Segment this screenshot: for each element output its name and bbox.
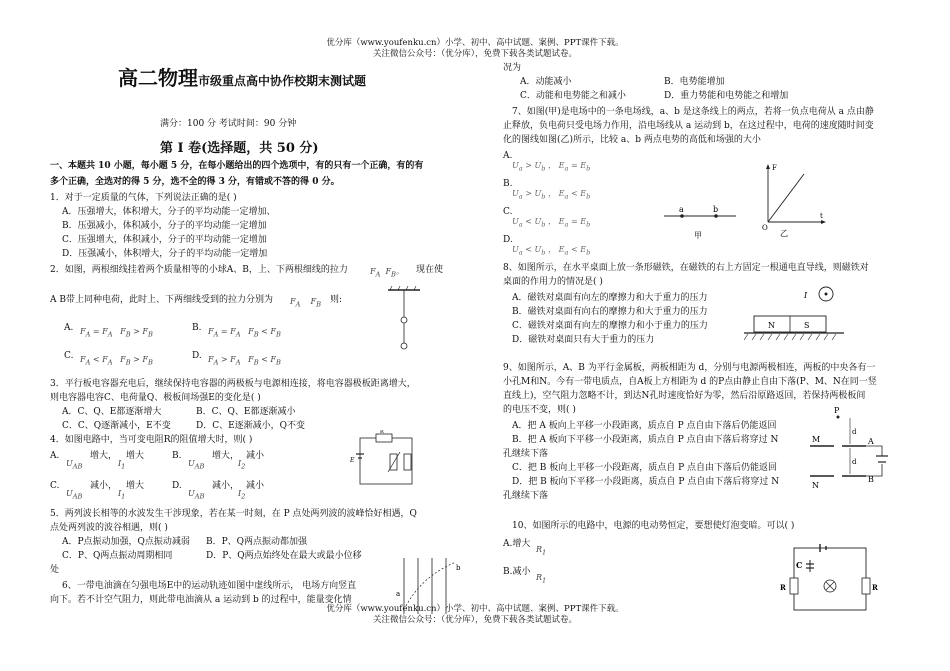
header	[0, 38, 950, 60]
q4-option-c-u: $U_{AB}$	[66, 489, 83, 501]
header-line-2: 关注微信公众号：（优分库），免费下载各类试题试卷。	[372, 49, 577, 59]
q6-cont-line: 况为	[503, 63, 522, 73]
title-sub: 市级重点高中协作校期末测试题	[198, 74, 367, 88]
svg-text:R: R	[872, 583, 878, 592]
q9-stem-3: 直线上)，空气阻力忽略不计，到达N孔时速度恰好为零，然后沿原路返回，若保持两极板间	[503, 391, 866, 401]
q9-option-a: A．把 A 板向上平移一小段距离，质点自 P 点自由下落后仍能返回	[512, 421, 777, 431]
q7-fig-yi: 乙	[780, 229, 788, 238]
q9-fig-d1: d	[852, 428, 857, 436]
q5-option-a: A．P点振动加强，Q点振动减弱	[62, 537, 190, 547]
q2-fa-math: $F_A$ $F_B$。	[370, 267, 404, 279]
q7-option-c-math: $U_a < U_b$ ， $E_a = E_b$	[512, 217, 591, 229]
q5-option-d-cont: 处	[50, 565, 60, 575]
q3-stem-2: 则电容器电容C、电荷量Q、极板间场强E的变化是( )	[50, 393, 261, 403]
q10-option-b-label: B.减小	[503, 567, 531, 577]
q6-option-a: A．动能减小	[520, 77, 572, 87]
q2-fa: F	[370, 267, 376, 276]
q8-option-c: C．磁铁对桌面有向左的摩擦力和小于重力的压力	[512, 321, 708, 331]
q4-option-c-i: $I_1$	[118, 489, 126, 501]
q2-option-c-label: C.	[64, 351, 74, 361]
q7-option-b-math: $U_a > U_b$ ， $E_a < E_b$	[512, 189, 591, 201]
q4-option-a-text: 增大，	[90, 451, 118, 461]
q4-option-b-label: B.	[172, 451, 182, 461]
q9-fig-n: N	[812, 481, 819, 490]
q7-fig-t: t	[820, 212, 823, 220]
q7-option-c-label: C.	[503, 207, 513, 217]
q7-figure-yi	[760, 160, 830, 240]
svg-text:E: E	[350, 457, 355, 464]
q4-option-b-u: $U_{AB}$	[188, 459, 205, 471]
q2-stem-1b: 现在使	[416, 265, 444, 275]
q8-fig-i: I	[804, 291, 808, 300]
q8-option-d: D．磁铁对桌面只有大于重力的压力	[512, 335, 655, 345]
exam-meta: 满分：100 分 考试时间：90 分钟	[160, 119, 297, 129]
q1-option-b: B．压强减小，体积减小，分子的平均动能一定增加	[62, 221, 267, 231]
q9-fig-a: A	[868, 437, 874, 446]
q4-option-a-text2: 增大	[126, 451, 145, 461]
q5-option-c: C．P、Q两点振动周期相同	[62, 551, 173, 561]
q1-option-c: C．压强增大，体积减小，分子的平均动能一定增加	[62, 235, 267, 245]
q9-fig-d2: d	[852, 458, 857, 466]
q8-magnet-figure	[740, 282, 850, 344]
q2-option-a-math: $F_A = F_A$ $F_B > F_B$	[80, 327, 153, 339]
q5-option-b: B．P、Q两点振动都加强	[206, 537, 308, 547]
q1-option-a: A．压强增大，体积增大，分子的平均动能一定增加、	[62, 207, 276, 217]
q2-figure	[384, 286, 424, 356]
q5-option-d: D．P、Q两点始终处在最大或最小位移	[206, 551, 362, 561]
exam-title	[118, 62, 366, 91]
q7-option-b-label: B.	[503, 179, 513, 189]
q9-option-b-cont: 孔继续下落	[503, 449, 549, 459]
q8-option-b: B．磁铁对桌面有向右的摩擦力和大于重力的压力	[512, 307, 708, 317]
q4-option-d-label: D.	[172, 481, 182, 491]
q8-stem-1: 8、如图所示，在水平桌面上放一条形磁铁，在磁铁的右上方固定一根通电直导线，则磁铁对	[503, 263, 869, 273]
q2-fab-math: $F_A$ $F_B$	[290, 297, 322, 309]
q10-option-a-label: A.增大	[503, 539, 531, 549]
q7-figure-jia	[660, 200, 740, 240]
q4-circuit-figure	[350, 430, 420, 492]
q10-option-b-math: $R_1$	[536, 573, 547, 585]
q10-option-a-math: $R_1$	[536, 545, 547, 557]
q3-option-d: D．C、E逐渐减小，Q不变	[196, 421, 306, 431]
q9-option-d: D．把 B 板向下平移一小段距离，质点自 P 点自由下落后将穿过 N	[512, 477, 780, 487]
q8-stem-2: 桌面的作用力的情况是( )	[503, 277, 603, 287]
q4-option-c-label: C.	[50, 481, 60, 491]
q7-option-a-label: A.	[503, 151, 513, 161]
instructions-line-2: 多个正确，全选对的得 5 分，选不全的得 3 分，有错或不答的得 0 分。	[50, 177, 340, 187]
footer-line-2: 关注微信公众号：（优分库），免费下载各类试题试卷。	[372, 615, 577, 625]
q3-option-c: C．C、Q逐渐减小，E不变	[62, 421, 171, 431]
q9-stem-2: 小孔M和N。今有一带电质点，自A板上方相距为 d 的P点由静止自由下落(P、M、N在同一竖	[503, 377, 877, 387]
q4-option-b-text: 增大，	[212, 451, 240, 461]
q9-option-d-cont: 孔继续下落	[503, 491, 549, 501]
q4-option-a-i: $I_1$	[118, 459, 126, 471]
q2-option-c-math: $F_A < F_A$ $F_B > F_B$	[80, 355, 153, 367]
q9-fig-m: M	[812, 435, 821, 444]
q3-stem-1: 3．平行板电容器充电后，继续保持电容器的两极板与电源相连接，将电容器极板距离增大，	[50, 379, 416, 389]
q4-option-d-text: 减小，	[212, 481, 240, 491]
q2-fb: F	[385, 267, 392, 276]
q7-fig-f: F	[772, 164, 777, 172]
q7-stem-3: 化的图线如图(乙)所示，比较 a、b 两点电势的高低和场强的大小	[503, 135, 761, 145]
q7-option-d-math: $U_a < U_b$ ， $E_a < E_b$	[512, 245, 591, 257]
q6-stem-1: 6、一带电油滴在匀强电场E中的运动轨迹如图中虚线所示， 电场方向竖直	[62, 581, 357, 591]
q1-option-d: D．压强减小，体积增大，分子的平均动能一定增加	[62, 249, 268, 259]
q9-plates-figure	[806, 404, 896, 494]
footer	[0, 604, 950, 626]
q2-stem-2: A B带上同种电荷，此时上、下两细线受到的拉力分别为	[50, 295, 273, 305]
section-title: 第 I 卷(选择题，共 50 分)	[160, 141, 319, 156]
q4-option-b-text2: 减小	[246, 451, 265, 461]
q5-stem-1: 5．两列波长相等的水波发生干涉现象，若在某一时刻，在 P 点处两列波的波峰恰好相遇，Q	[50, 509, 417, 519]
q9-option-b: B．把 A 板向下平移一小段距离，质点自 P 点自由下落后将穿过 N	[512, 435, 779, 445]
q7-option-d-label: D.	[503, 235, 513, 245]
instructions-line-1: 一、本题共 10 小题，每小题 5 分，在每小题给出的四个选项中，有的只有一个正确，有的有	[50, 161, 424, 171]
q2-option-d-label: D.	[192, 351, 202, 361]
q3-option-b: B．C、Q、E都逐渐减小	[196, 407, 296, 417]
svg-text:R: R	[380, 430, 384, 435]
q4-option-c-text: 减小，	[90, 481, 118, 491]
q9-option-c: C．把 B 板向上平移一小段距离，质点自 P 点自由下落后仍能返回	[512, 463, 778, 473]
q2-option-d-math: $F_A > F_A$ $F_B < F_B$	[208, 355, 281, 367]
q2-stem-2b: 则:	[330, 295, 343, 305]
q6-stem-2: 向下。若不计空气阻力，则此带电油滴从 a 运动到 b 的过程中，能量变化情	[50, 595, 352, 605]
q2-option-b-label: B.	[192, 323, 202, 333]
q9-stem-1: 9、如图所示，A、B 为平行金属板，两板相距为 d，分别与电源两极相连，两板的中央各有一	[503, 363, 876, 373]
q9-fig-p: P	[834, 406, 840, 415]
q7-fig-b: b	[713, 205, 719, 214]
footer-line-1: 优分库（www.youfenku.cn）小学、初中、高中试题、案例、PPT课件下载。	[326, 604, 624, 614]
q6-option-d: D．重力势能和电势能之和增加	[664, 91, 789, 101]
q4-option-d-u: $U_{AB}$	[188, 489, 205, 501]
q4-option-a-label: A.	[50, 451, 60, 461]
q1-stem: 1．对于一定质量的气体，下列说法正确的是( )	[50, 193, 237, 203]
q7-stem-2: 止释放，负电荷只受电场力作用，沿电场线从 a 运动到 b，在这过程中，电荷的速度随时间变	[503, 121, 874, 131]
q7-option-a-math: $U_a > U_b$ ， $E_a = E_b$	[512, 161, 591, 173]
q6-option-b: B．电势能增加	[664, 77, 725, 87]
q5-stem-2: 点处两列波的波谷相遇，则( )	[50, 523, 168, 533]
q9-fig-b: B	[868, 475, 874, 484]
svg-text:b: b	[456, 564, 461, 572]
q3-option-a: A．C、Q、E都逐渐增大	[62, 407, 162, 417]
q2-option-b-math: $F_A = F_A$ $F_B < F_B$	[208, 327, 281, 339]
q8-fig-s: S	[804, 321, 810, 330]
title-main: 高二物理	[118, 66, 198, 90]
q9-stem-4: 的电压不变，则( )	[503, 405, 576, 415]
svg-text:a: a	[396, 590, 401, 598]
q4-option-a-u: $U_{AB}$	[66, 459, 83, 471]
q7-stem-1: 7、如图(甲)是电场中的一条电场线，a、b 是这条线上的两点，若将一负点电荷从 a 点由静	[512, 107, 874, 117]
q4-option-c-text2: 增大	[126, 481, 145, 491]
q2-option-a-label: A.	[64, 323, 74, 333]
header-line-1: 优分库（www.youfenku.cn）小学、初中、高中试题、案例、PPT课件下载。	[326, 38, 624, 48]
q2-stem-1: 2．如图，两根细线挂着两个质量相等的小球A、B，上、下两根细线的拉力	[50, 265, 348, 275]
q8-option-a: A．磁铁对桌面有向左的摩擦力和大于重力的压力	[512, 293, 708, 303]
svg-text:R: R	[780, 583, 786, 592]
q4-option-b-i: $I_2$	[238, 459, 246, 471]
q10-fig-c: C	[796, 560, 803, 570]
q6-option-c: C．动能和电势能之和减小	[520, 91, 626, 101]
q4-option-d-text2: 减小	[246, 481, 265, 491]
q10-stem: 10、如图所示的电路中，电源的电动势恒定，要想使灯泡变暗。可以( )	[512, 521, 795, 531]
q4-option-d-i: $I_2$	[238, 489, 246, 501]
q4-stem: 4．如图电路中，当可变电阻R的阻值增大时，则( )	[50, 435, 253, 445]
q8-fig-n: N	[768, 321, 775, 330]
q7-fig-o: O	[762, 224, 768, 232]
q7-fig-a: a	[679, 205, 684, 214]
q7-fig-jia: 甲	[694, 231, 702, 240]
